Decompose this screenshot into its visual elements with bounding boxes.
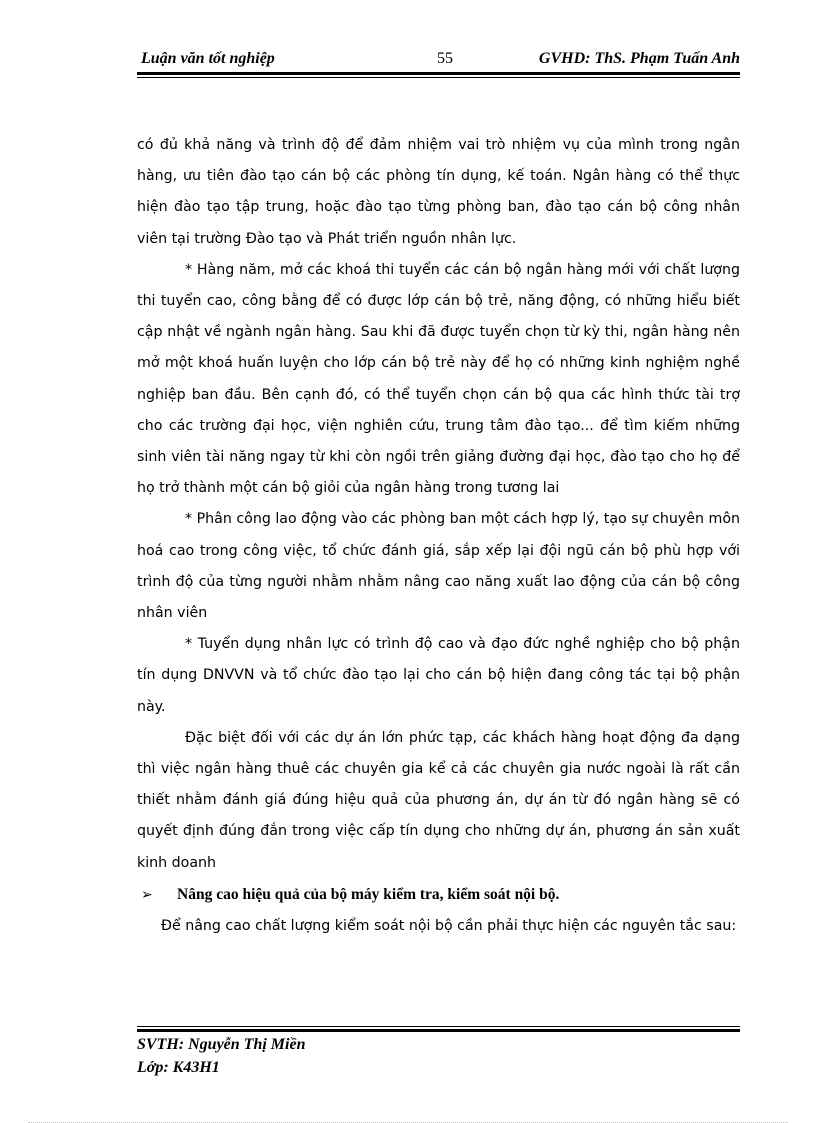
header-rule-thick xyxy=(137,72,740,75)
paragraph-5: Đặc biệt đối với các dự án lớn phức tạp, các khách hàng hoạt động đa dạng thì việc ngân hàng thuê các chuyên gia kể cả các chuyên gia nước ngoài là rất cần thiết nhằm đánh giá đúng hiệu quả của phương án, dự án từ đó ngân hàng sẽ có quyết định đúng đắn trong việc cấp tín dụng cho những dự án, phương án sản xuất kinh doanh xyxy=(137,729,740,871)
paragraph-2: * Hàng năm, mở các khoá thi tuyển các cán bộ ngân hàng mới với chất lượng thi tuyển cao, công bằng để có được lớp cán bộ trẻ, năng động, có những hiểu biết cập nhật về ngành ngân hàng. Sau khi đã được tuyển chọn từ kỳ thi, ngân hàng nên mở một khoá huấn luyện cho lớp cán bộ trẻ này để họ có những kinh nghiệm nghề nghiệp ban đầu. Bên cạnh đó, có thể tuyển chọn cán bộ qua các hình thức tài trợ cho các trường đại học, viện nghiên cứu, trung tâm đào tạo... để tìm kiếm những sinh viên tài năng ngay từ khi còn ngồi trên giảng đường đại học, đào tạo cho họ để họ trở thành một cán bộ giỏi của ngân hàng trong tương lai xyxy=(137,261,740,497)
page-number: 55 xyxy=(437,50,453,67)
page-footer xyxy=(137,1033,305,1079)
body-text xyxy=(137,130,740,942)
footer-class: Lớp: K43H1 xyxy=(137,1059,220,1076)
page-header xyxy=(137,48,740,72)
paragraph-6: Để nâng cao chất lượng kiểm soát nội bộ cần phải thực hiện các nguyên tắc sau: xyxy=(161,918,737,935)
paragraph-1: có đủ khả năng và trình độ để đảm nhiệm vai trò nhiệm vụ của mình trong ngân hàng, ưu tiên đào tạo cán bộ các phòng tín dụng, kế toán. Ngân hàng có thể thực hiện đào tạo tập trung, hoặc đào tạo từng phòng ban, đào tạo cán bộ công nhân viên tại trường Đào tạo và Phát triển nguồn nhân lực. xyxy=(137,137,740,247)
footer-student: SVTH: Nguyễn Thị Miền xyxy=(137,1036,306,1053)
arrow-bullet-icon: ➢ xyxy=(141,886,153,903)
paragraph-4: * Tuyển dụng nhân lực có trình độ cao và đạo đức nghề nghiệp cho bộ phận tín dụng DNVVN và tổ chức đào tạo lại cho cán bộ hiện đang công tác tại bộ phận này. xyxy=(137,636,740,715)
footer-rule-thick xyxy=(137,1029,740,1032)
header-thesis-title: Luận văn tốt nghiệp xyxy=(141,50,275,67)
section-heading xyxy=(137,879,740,911)
footer-rule-thin xyxy=(137,1026,740,1027)
paragraph-3: * Phân công lao động vào các phòng ban một cách hợp lý, tạo sự chuyên môn hoá cao trong công việc, tổ chức đánh giá, sắp xếp lại đội ngũ cán bộ phù hợp với trình độ của từng người nhằm nhằm nâng cao năng xuất lao động của cán bộ công nhân viên xyxy=(137,511,740,622)
header-rule-thin xyxy=(137,77,740,78)
section-heading-text: Nâng cao hiệu quả của bộ máy kiểm tra, kiểm soát nội bộ. xyxy=(177,885,560,903)
header-supervisor: GVHD: ThS. Phạm Tuấn Anh xyxy=(538,50,740,67)
